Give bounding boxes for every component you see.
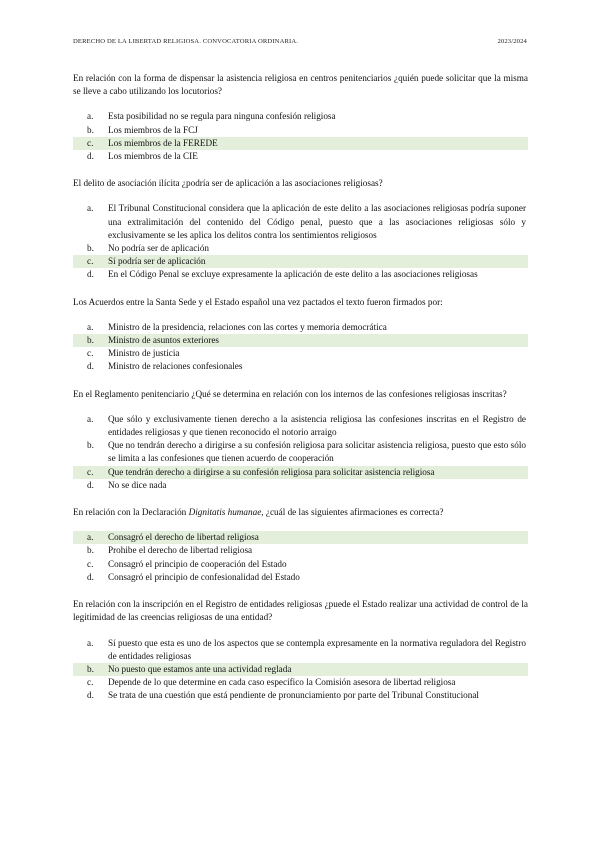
question-3: Los Acuerdos entre la Santa Sede y el Estado español una vez pactados el texto fueron firmados por: <box>73 296 443 307</box>
option-letter: a. <box>87 532 94 543</box>
option-text: No puesto que estamos ante una actividad reglada <box>108 663 292 674</box>
question-4: En el Reglamento penitenciario ¿Qué se determina en relación con los internos de las confesiones religiosas inscritas? <box>73 388 507 399</box>
question-5-text-start: En relación con la Declaración <box>73 507 189 518</box>
option-letter: d. <box>87 571 94 582</box>
option-text: Ministro de relaciones confesionales <box>108 361 243 372</box>
question-1: En relación con la forma de dispensar la asistencia religiosa en centros penitenciarios ¿quién puede solicitar que la misma se lleve a cabo utilizando los locutorios? <box>73 73 528 97</box>
option-text: Sí podría ser de aplicación <box>108 256 206 267</box>
exam-content <box>73 72 528 717</box>
option-4b <box>73 439 528 465</box>
option-text: Se trata de una cuestión que está pendiente de pronunciamiento por parte del Tribunal Constitucional <box>108 690 479 701</box>
option-letter: d. <box>87 151 94 162</box>
option-text: Esta posibilidad no se regula para ninguna confesión religiosa <box>108 111 336 122</box>
option-letter: d. <box>87 361 94 372</box>
option-letter: a. <box>87 203 94 214</box>
option-1b <box>73 124 528 137</box>
option-4c-correct <box>73 466 528 479</box>
option-letter: d. <box>87 269 94 280</box>
option-1d <box>73 150 528 163</box>
option-3a <box>73 321 528 334</box>
option-6d <box>73 689 528 702</box>
option-text: Ministro de asuntos exteriores <box>108 335 219 346</box>
option-letter: b. <box>87 663 94 674</box>
option-letter: c. <box>87 348 94 359</box>
option-text: Que no tendrán derecho a dirigirse a su confesión religiosa para solicitar asistencia religiosa, puesto que esto sólo se limita a las confesiones que tienen acuerdo de cooperación <box>108 440 526 464</box>
header-year: 2023/2024 <box>497 38 527 45</box>
option-letter: a. <box>87 111 94 122</box>
option-5a-correct <box>73 531 528 544</box>
option-3d <box>73 360 528 373</box>
question-5 <box>73 506 528 519</box>
question-3-options <box>73 321 528 374</box>
option-1a <box>73 110 528 123</box>
option-letter: b. <box>87 243 94 254</box>
question-5-text-end: , ¿cuál de las siguientes afirmaciones es correcta? <box>261 507 444 518</box>
question-6-options <box>73 637 528 703</box>
option-text: Consagró el derecho de libertad religiosa <box>108 532 259 543</box>
option-letter: c. <box>87 256 94 267</box>
option-text: En el Código Penal se excluye expresamente la aplicación de este delito a las asociaciones religiosas <box>108 269 478 280</box>
question-4-options <box>73 413 528 492</box>
option-text: No se dice nada <box>108 479 167 490</box>
option-letter: c. <box>87 558 94 569</box>
option-5d <box>73 571 528 584</box>
option-letter: d. <box>87 479 94 490</box>
question-1-options <box>73 110 528 163</box>
question-5-options <box>73 531 528 584</box>
option-6a <box>73 637 528 663</box>
option-text: Que tendrán derecho a dirigirse a su confesión religiosa para solicitar asistencia religiosa <box>108 466 435 477</box>
option-letter: b. <box>87 545 94 556</box>
question-2-options <box>73 202 528 281</box>
option-6c <box>73 676 528 689</box>
option-2d <box>73 268 528 281</box>
option-letter: d. <box>87 690 94 701</box>
option-text: Sí puesto que esta es uno de los aspectos que se contempla expresamente en la normativa reguladora del Registro de entidades religiosas <box>108 637 526 661</box>
option-letter: a. <box>87 413 94 424</box>
option-text: Ministro de la presidencia, relaciones con las cortes y memoria democrática <box>108 321 387 332</box>
option-text: Consagró el principio de cooperación del Estado <box>108 558 287 569</box>
option-letter: a. <box>87 637 94 648</box>
option-text: Prohibe el derecho de libertad religiosa <box>108 545 253 556</box>
option-5c <box>73 558 528 571</box>
option-text: Consagró el principio de confesionalidad del Estado <box>108 571 300 582</box>
option-letter: c. <box>87 137 94 148</box>
option-6b-correct <box>73 663 528 676</box>
option-text: Los miembros de la FCJ <box>108 124 198 135</box>
question-2: El delito de asociación ilícita ¿podría ser de aplicación a las asociaciones religiosas? <box>73 178 383 189</box>
option-2b <box>73 242 528 255</box>
option-letter: b. <box>87 440 94 451</box>
option-text: El Tribunal Constitucional considera que la aplicación de este delito a las asociaciones religiosas podría suponer una extralimitación del contenido del Código penal, puesto que a las asociaciones religiosas sólo y exclusivamente se les aplica los delitos contra los sentimientos religiosos <box>108 203 526 240</box>
option-text: No podría ser de aplicación <box>108 243 210 254</box>
document-title-italic: Dignitatis humanae <box>188 507 262 518</box>
option-letter: b. <box>87 335 94 346</box>
option-text: Depende de lo que determine en cada caso específico la Comisión asesora de libertad religiosa <box>108 677 456 688</box>
option-4d <box>73 479 528 492</box>
question-6: En relación con la inscripción en el Registro de entidades religiosas ¿puede el Estado realizar una actividad de control de la legitimidad de las creencias religiosas de una entidad? <box>73 599 528 623</box>
option-1c-correct <box>73 137 528 150</box>
header-title: DERECHO DE LA LIBERTAD RELIGIOSA. CONVOCATORIA ORDINARIA. <box>73 38 299 45</box>
option-text: Que sólo y exclusivamente tienen derecho a la asistencia religiosa las confesiones inscritas en el Registro de entidades religiosas y que tienen reconocido el notorio arraigo <box>108 413 526 438</box>
option-3b-correct <box>73 334 528 347</box>
option-letter: c. <box>87 677 94 688</box>
option-text: Los miembros de la CIE <box>108 151 198 162</box>
page-header <box>73 38 527 45</box>
option-2c-correct <box>73 255 528 268</box>
option-letter: b. <box>87 124 94 135</box>
option-text: Ministro de justicia <box>108 348 180 359</box>
option-4a <box>73 413 528 439</box>
option-3c <box>73 347 528 360</box>
option-letter: a. <box>87 321 94 332</box>
option-letter: c. <box>87 466 94 477</box>
option-5b <box>73 544 528 557</box>
option-2a <box>73 202 528 242</box>
option-text: Los miembros de la FEREDE <box>108 137 218 148</box>
